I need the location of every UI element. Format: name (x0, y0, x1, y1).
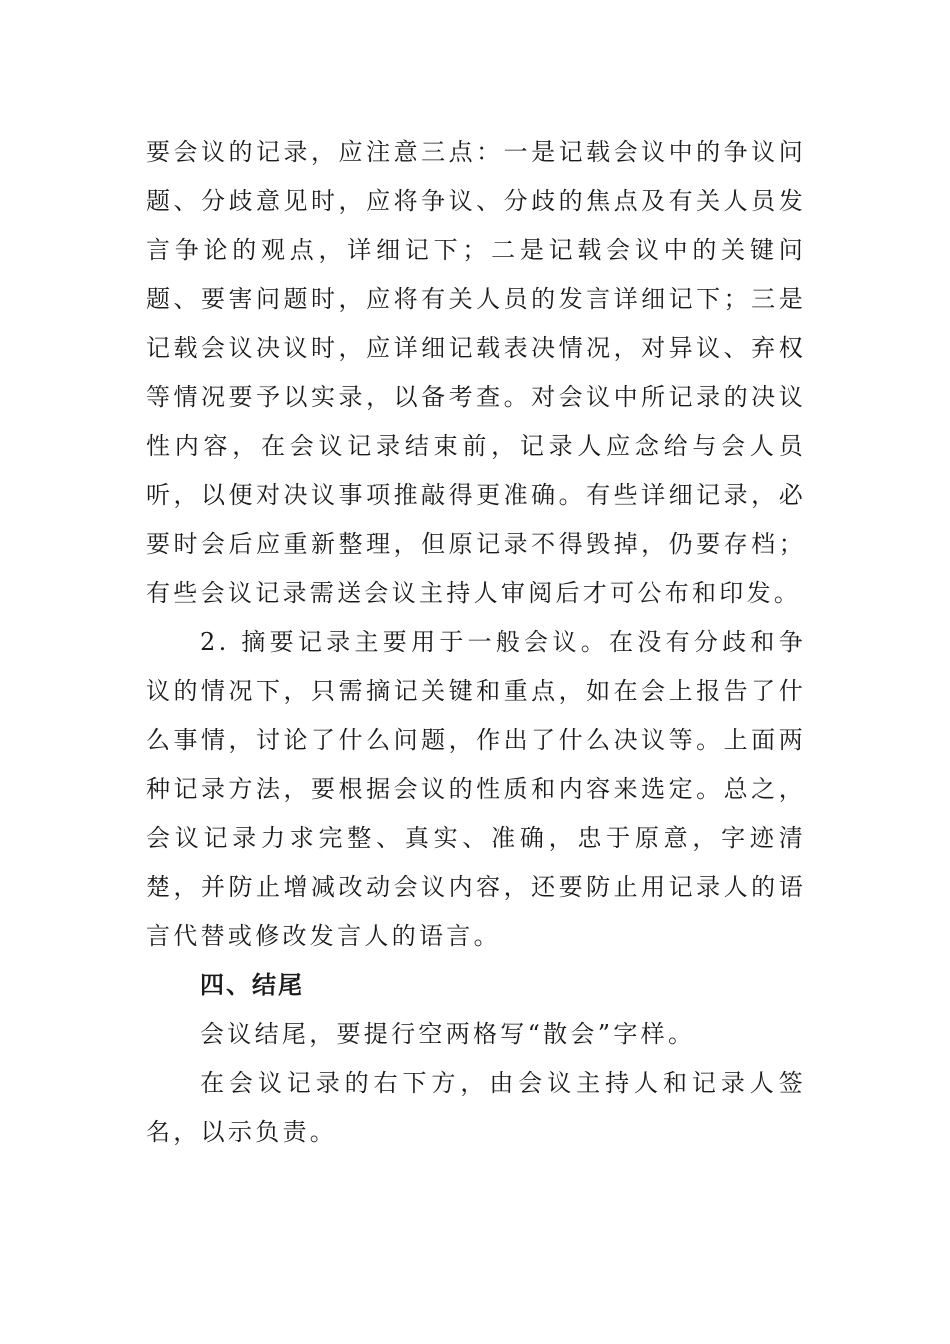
paragraph-ending-1: 会议结尾，要提行空两格写“散会”字样。 (200, 1020, 696, 1048)
paragraph-ending-2: 在会议记录的右下方，由会议主持人和记录人签名，以示负责。 (146, 1069, 806, 1146)
section-heading-ending: 四、结尾 (200, 971, 304, 999)
document-body (146, 128, 806, 1157)
paragraph-summary-record: 2. 摘要记录主要用于一般会议。在没有分歧和争议的情况下，只需摘记关键和重点，如在会上报告了什么事情，讨论了什么问题，作出了什么决议等。上面两种记录方法，要根据会议的性质和内容来选定。总之，会议记录力求完整、真实、准确，忠于原意，字迹清楚，并防止增减改动会议内容，还要防止用记录人的语言代替或修改发言人的语言。 (146, 628, 806, 950)
paragraph-continued: 要会议的记录，应注意三点：一是记载会议中的争议问题、分歧意见时，应将争议、分歧的焦点及有关人员发言争论的观点，详细记下；二是记载会议中的关键问题、要害问题时，应将有关人员的发言详细记下；三是记载会议决议时，应详细记载表决情况，对异议、弃权等情况要予以实录，以备考查。对会议中所记录的决议性内容，在会议记录结束前，记录人应念给与会人员听，以便对决议事项推敲得更准确。有些详细记录，必要时会后应重新整理，但原记录不得毁掉，仍要存档；有些会议记录需送会议主持人审阅后才可公布和印发。 (146, 138, 806, 607)
